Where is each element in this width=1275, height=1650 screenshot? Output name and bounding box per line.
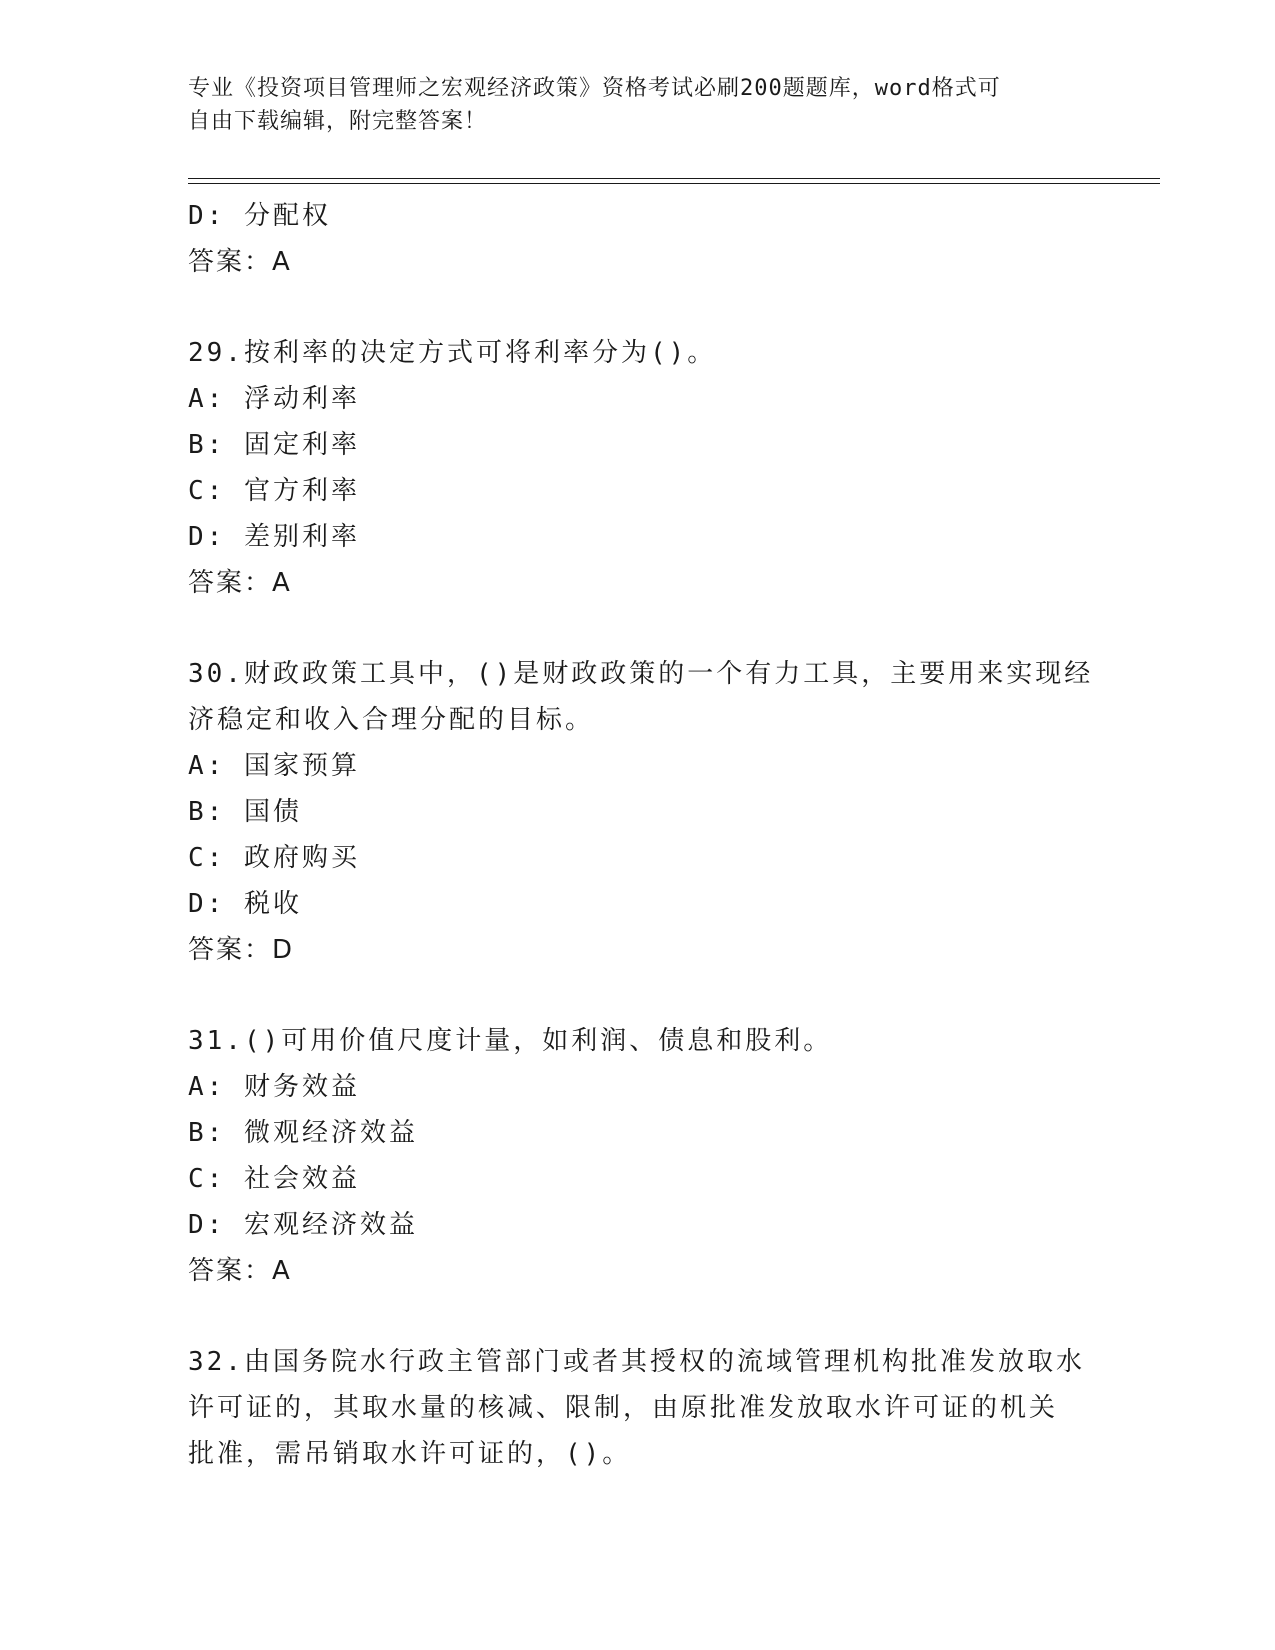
question-list bbox=[188, 193, 1094, 1477]
document-header bbox=[188, 72, 1068, 138]
header-divider-bottom bbox=[188, 183, 1160, 184]
spacer bbox=[188, 285, 1088, 330]
option-c: C: 官方利率 bbox=[188, 476, 360, 506]
question-stem: 29.按利率的决定方式可将利率分为()。 bbox=[188, 338, 717, 368]
question-stem-continued: 批准，需吊销取水许可证的，()。 bbox=[188, 1439, 632, 1469]
option-b: B: 国债 bbox=[188, 797, 302, 827]
option-c: C: 社会效益 bbox=[188, 1164, 360, 1194]
option-b: B: 微观经济效益 bbox=[188, 1118, 418, 1148]
option-a: A: 国家预算 bbox=[188, 751, 360, 781]
header-title-line-1: 专业《投资项目管理师之宏观经济政策》资格考试必刷200题题库，word格式可 bbox=[188, 76, 1001, 101]
option-b: B: 固定利率 bbox=[188, 430, 360, 460]
header-divider-top bbox=[188, 178, 1160, 179]
question-32 bbox=[188, 1339, 1088, 1477]
header-title-line-2: 自由下载编辑，附完整答案！ bbox=[188, 109, 488, 134]
answer-line: 答案：A bbox=[188, 247, 292, 277]
question-stem: 31.()可用价值尺度计量，如利润、债息和股利。 bbox=[188, 1026, 833, 1056]
question-stem: 30.财政政策工具中，()是财政政策的一个有力工具，主要用来实现经 bbox=[188, 659, 1094, 689]
option-d: D: 差别利率 bbox=[188, 522, 360, 552]
answer-line: 答案：A bbox=[188, 1256, 292, 1286]
option-d: D: 税收 bbox=[188, 889, 302, 919]
question-stem: 32.由国务院水行政主管部门或者其授权的流域管理机构批准发放取水 bbox=[188, 1347, 1085, 1377]
option-c: C: 政府购买 bbox=[188, 843, 360, 873]
spacer bbox=[188, 606, 1088, 651]
question-29 bbox=[188, 330, 1088, 606]
option-a: A: 浮动利率 bbox=[188, 384, 360, 414]
option-a: A: 财务效益 bbox=[188, 1072, 360, 1102]
question-stem-continued: 许可证的，其取水量的核减、限制，由原批准发放取水许可证的机关 bbox=[188, 1393, 1059, 1423]
spacer bbox=[188, 973, 1088, 1018]
option-d: D: 宏观经济效益 bbox=[188, 1210, 418, 1240]
question-30 bbox=[188, 651, 1094, 973]
answer-line: 答案：D bbox=[188, 935, 295, 965]
question-28-tail bbox=[188, 193, 1088, 285]
spacer bbox=[188, 1294, 1088, 1339]
question-31 bbox=[188, 1018, 1088, 1294]
question-stem-continued: 济稳定和收入合理分配的目标。 bbox=[188, 705, 595, 735]
option-d: D: 分配权 bbox=[188, 201, 331, 231]
answer-line: 答案：A bbox=[188, 568, 292, 598]
